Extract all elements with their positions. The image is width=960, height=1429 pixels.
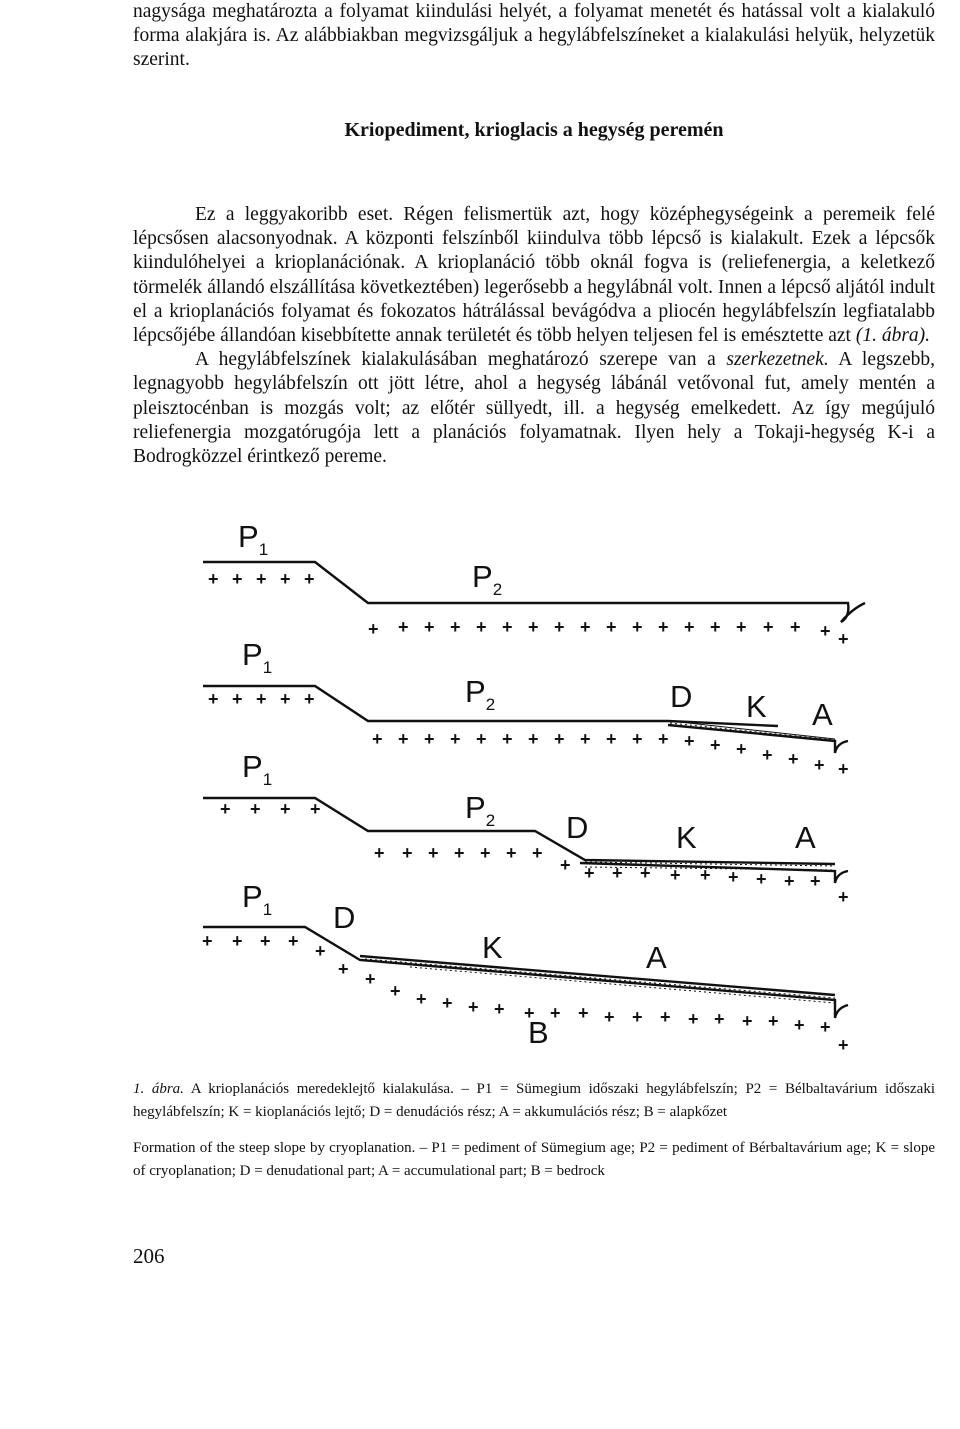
plus-mark: + (424, 617, 435, 637)
plus-mark: + (232, 689, 243, 709)
plus-mark: + (424, 729, 435, 749)
plus-mark: + (442, 993, 453, 1013)
plus-mark: + (790, 617, 801, 637)
plus-mark: + (660, 1007, 671, 1027)
plus-mark: + (788, 749, 799, 769)
plus-mark: + (742, 1011, 753, 1031)
plus-mark: + (554, 617, 565, 637)
plus-mark: + (700, 865, 711, 885)
plus-mark: + (374, 843, 385, 863)
label-a-panel-3: A (795, 820, 816, 855)
plus-mark: + (280, 799, 291, 819)
plus-mark: + (632, 617, 643, 637)
section-heading: Kriopediment, krioglacis a hegység peremén (344, 119, 724, 141)
plus-mark: + (604, 1007, 615, 1027)
plus-mark: + (710, 735, 721, 755)
intro-text: nagysága meghatározta a folyamat kiindulási helyét, a folyamat menetét és hatással volt a kialakuló forma alakjára is. Az alábbiakban megvizsgáljuk a hegylábfelszíneket a kialakulási helyük, helyzetük szerint. (133, 1, 935, 71)
plus-mark: + (736, 739, 747, 759)
plus-mark: + (820, 1017, 831, 1037)
plus-mark: + (554, 729, 565, 749)
plus-mark: + (250, 799, 261, 819)
plus-mark: + (632, 1007, 643, 1027)
plus-mark: + (476, 617, 487, 637)
label-p1-panel-4: $P_1$ (242, 879, 273, 919)
paragraph-2-start: A hegylábfelszínek kialakulásában meghatározó szerepe van a (195, 349, 727, 371)
label-k-panel-2: K (746, 689, 767, 724)
plus-mark: + (640, 863, 651, 883)
plus-mark: + (476, 729, 487, 749)
plus-mark: + (838, 759, 849, 779)
plus-mark: + (288, 931, 299, 951)
paragraph-2 (133, 348, 935, 469)
caption-hu-text: A krioplanációs meredeklejtő kialakulása. – P1 = Sümegium időszaki hegylábfelszín; P2 = Bélbaltavárium időszaki hegylábfelszín; K = kioplanációs lejtő; D = denudációs rész; A = akkumulációs rész; B = alapkőzet (133, 1081, 935, 1120)
label-p1-panel-1: $P_1$ (238, 519, 269, 559)
plus-mark: + (208, 689, 219, 709)
plus-mark: + (814, 755, 825, 775)
label-p1-panel-2: $P_1$ (242, 637, 273, 677)
plus-mark: + (310, 799, 321, 819)
cryoplanation-figure (180, 515, 880, 1075)
label-k-panel-4: K (482, 930, 503, 965)
plus-mark: + (390, 981, 401, 1001)
plus-mark: + (480, 843, 491, 863)
panel-1-surface (203, 562, 865, 622)
plus-mark: + (398, 729, 409, 749)
plus-mark: + (763, 617, 774, 637)
plus-mark: + (506, 843, 517, 863)
label-d-panel-2: D (670, 679, 693, 714)
plus-mark: + (232, 569, 243, 589)
plus-mark: + (532, 843, 543, 863)
plus-mark: + (820, 621, 831, 641)
plus-mark: + (528, 617, 539, 637)
plus-mark: + (578, 1003, 589, 1023)
label-p2-panel-1: $P_2$ (472, 559, 503, 599)
plus-mark: + (220, 799, 231, 819)
plus-mark: + (494, 999, 505, 1019)
plus-mark: + (416, 989, 427, 1009)
label-p2-panel-3: $P_2$ (465, 790, 496, 830)
plus-mark: + (756, 869, 767, 889)
plus-mark: + (838, 1035, 849, 1055)
plus-mark: + (838, 887, 849, 907)
bedrock-plus-marks (202, 569, 849, 1055)
figure-caption-english (133, 1137, 935, 1183)
plus-mark: + (670, 865, 681, 885)
plus-mark: + (784, 871, 795, 891)
plus-mark: + (632, 729, 643, 749)
plus-mark: + (428, 843, 439, 863)
plus-mark: + (560, 855, 571, 875)
plus-mark: + (304, 689, 315, 709)
panel-4-slope-top (360, 956, 835, 995)
label-k-panel-3: K (676, 820, 697, 855)
plus-mark: + (768, 1011, 779, 1031)
figure-reference: (1. ábra). (855, 325, 931, 347)
plus-mark: + (208, 569, 219, 589)
label-d-panel-4: D (333, 900, 356, 935)
caption-en-text: Formation of the steep slope by cryoplanation. – P1 = pediment of Sümegium age; P2 = pediment of Bérbaltavárium age; K = slope of cryoplanation; D = denudational part; A = accumulational part; B = bedrock (133, 1140, 935, 1179)
plus-mark: + (315, 941, 326, 961)
plus-mark: + (450, 729, 461, 749)
plus-mark: + (714, 1009, 725, 1029)
emphasis-structure: szerkezetnek. (726, 349, 829, 371)
plus-mark: + (736, 617, 747, 637)
plus-mark: + (450, 617, 461, 637)
plus-mark: + (202, 931, 213, 951)
label-p1-panel-3: $P_1$ (242, 749, 273, 789)
plus-mark: + (688, 1009, 699, 1029)
plus-mark: + (794, 1015, 805, 1035)
panel-3-surface (203, 798, 835, 864)
plus-mark: + (684, 617, 695, 637)
plus-mark: + (606, 617, 617, 637)
caption-figure-label: 1. ábra. (133, 1081, 184, 1097)
label-a-panel-4: A (646, 940, 667, 975)
plus-mark: + (280, 689, 291, 709)
hatch-panel-4a (365, 959, 835, 998)
plus-mark: + (372, 729, 383, 749)
plus-mark: + (710, 617, 721, 637)
plus-mark: + (550, 1003, 561, 1023)
plus-mark: + (398, 617, 409, 637)
label-p2-panel-2: $P_2$ (465, 674, 496, 714)
intro-paragraph (133, 0, 935, 73)
plus-mark: + (260, 931, 271, 951)
plus-mark: + (606, 729, 617, 749)
plus-mark: + (658, 617, 669, 637)
label-b-panel-4: B (528, 1015, 549, 1050)
plus-mark: + (256, 569, 267, 589)
plus-mark: + (762, 745, 773, 765)
plus-mark: + (658, 729, 669, 749)
page-number: 206 (133, 1244, 165, 1268)
plus-mark: + (256, 689, 267, 709)
plus-mark: + (838, 629, 849, 649)
plus-mark: + (580, 617, 591, 637)
label-a-panel-2: A (812, 697, 833, 732)
plus-mark: + (280, 569, 291, 589)
plus-mark: + (502, 617, 513, 637)
label-d-panel-3: D (566, 810, 589, 845)
plus-mark: + (365, 969, 376, 989)
paragraph-1-text: Ez a leggyakoribb eset. Régen felismertük azt, hogy középhegységeink a peremeik felé lépcsősen alacsonyodnak. A központi felszínből kiindulva több lépcső is kialakult. Ezek a lépcsők kiindulóhelyei a krioplanációnak. A krioplanáció több oknál fogva is (reliefenergia, a keletkező törmelék állandó elszállítása következtében) legerősebb a hegylábnál volt. Innen a lépcső aljától indult el a krioplanációs folyamat és fokozatos hátrálással bevágódva a pliocén hegylábfelszín legfiatalabb lépcsőjébe állandóan kisebbítette annak területét és több helyen teljesen fel is emésztette azt (133, 204, 935, 347)
plus-mark: + (728, 867, 739, 887)
paragraph-1 (133, 203, 935, 348)
plus-mark: + (584, 863, 595, 883)
plus-mark: + (232, 931, 243, 951)
section-body (133, 203, 935, 469)
plus-mark: + (684, 731, 695, 751)
plus-mark: + (502, 729, 513, 749)
plus-mark: + (524, 1003, 535, 1023)
plus-mark: + (580, 729, 591, 749)
paragraph-2-rest: A legszebb, legnagyobb hegylábfelszín ott jött létre, ahol a hegység lábánál vetővonal fut, amely mentén a pleisztocénban is mozgás volt; az előtér süllyedt, ill. a hegység emelkedett. Az így megújuló reliefenergia mozgatórugója lett a planációs folyamatnak. Ilyen hely a Tokaji-hegység K-i a Bodrogközzel érintkező pereme. (133, 349, 935, 468)
plus-mark: + (402, 843, 413, 863)
plus-mark: + (612, 863, 623, 883)
plus-mark: + (368, 619, 379, 639)
plus-mark: + (304, 569, 315, 589)
figure-caption-hungarian (133, 1078, 935, 1124)
plus-mark: + (810, 871, 821, 891)
plus-mark: + (454, 843, 465, 863)
plus-mark: + (528, 729, 539, 749)
plus-mark: + (468, 997, 479, 1017)
plus-mark: + (338, 959, 349, 979)
